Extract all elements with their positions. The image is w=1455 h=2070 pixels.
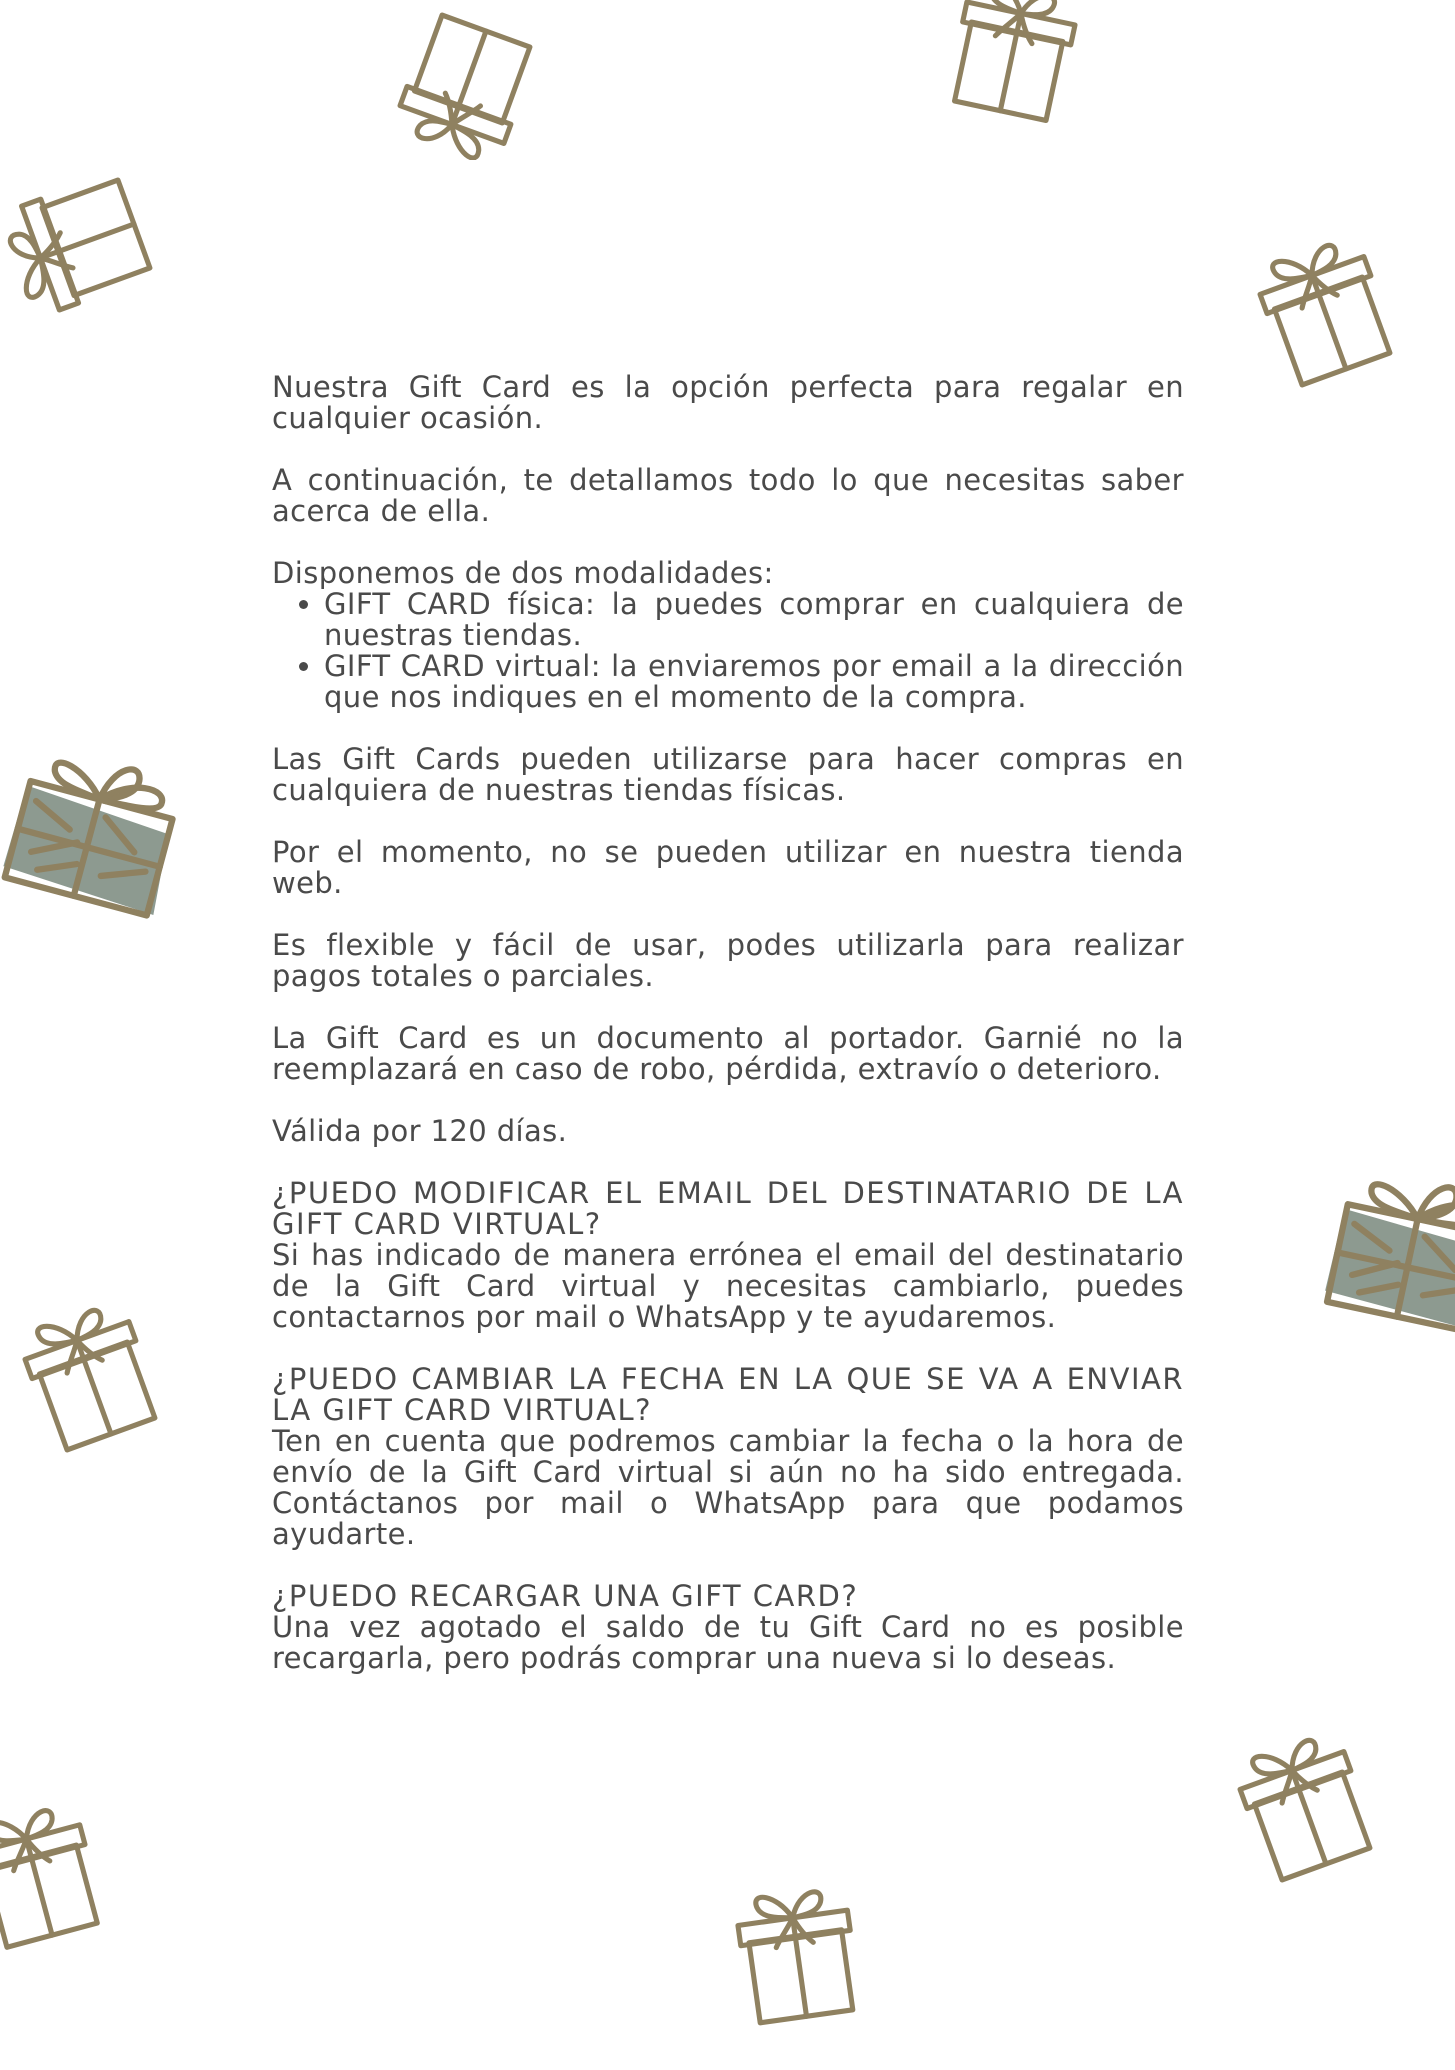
gift-card-info bbox=[272, 372, 1184, 1674]
faq-question: ¿PUEDO CAMBIAR LA FECHA EN LA QUE SE VA A ENVIAR LA GIFT CARD VIRTUAL? bbox=[272, 1362, 1184, 1427]
modalities-list bbox=[272, 589, 1184, 713]
faq-item bbox=[272, 1178, 1184, 1333]
faq-item bbox=[272, 1581, 1184, 1674]
bearer-paragraph: La Gift Card es un documento al portador. Garnié no la reemplazará en caso de robo, pérdida, extravío o deterioro. bbox=[272, 1021, 1184, 1086]
faq-answer: Si has indicado de manera errónea el email del destinatario de la Gift Card virtual y necesitas cambiarlo, puedes contactarnos por mail o WhatsApp y te ayudaremos. bbox=[272, 1238, 1184, 1334]
faq-answer: Una vez agotado el saldo de tu Gift Card no es posible recargarla, pero podrás comprar una nueva si lo deseas. bbox=[272, 1610, 1184, 1675]
gift-box-icon bbox=[1230, 225, 1430, 425]
modalities-intro: Disponemos de dos modalidades: bbox=[272, 556, 774, 590]
gift-box-icon bbox=[0, 710, 210, 960]
intro-paragraph: Nuestra Gift Card es la opción perfecta para regalar en cualquier ocasión. bbox=[272, 370, 1184, 435]
list-item: • GIFT CARD virtual: la enviaremos por email a la dirección que nos indiques en el momento de la compra. bbox=[324, 651, 1184, 713]
web-paragraph: Por el momento, no se pueden utilizar en nuestra tienda web. bbox=[272, 835, 1184, 900]
faq-answer: Ten en cuenta que podremos cambiar la fecha o la hora de envío de la Gift Card virtual si aún no ha sido entregada. Contáctanos por mail o WhatsApp para que podamos ayudarte. bbox=[272, 1424, 1184, 1551]
flexibility-paragraph: Es flexible y fácil de usar, podes utilizarla para realizar pagos totales o parciales. bbox=[272, 928, 1184, 993]
faq-question: ¿PUEDO MODIFICAR EL EMAIL DEL DESTINATARIO DE LA GIFT CARD VIRTUAL? bbox=[272, 1176, 1184, 1241]
validity-paragraph: Válida por 120 días. bbox=[272, 1114, 568, 1148]
gift-box-icon bbox=[370, 0, 570, 160]
details-paragraph: A continuación, te detallamos todo lo que necesitas saber acerca de ella. bbox=[272, 463, 1184, 528]
gift-box-icon bbox=[1290, 1130, 1455, 1380]
gift-box-icon bbox=[1210, 1720, 1410, 1920]
list-item: • GIFT CARD física: la puedes comprar en cualquiera de nuestras tiendas. bbox=[324, 589, 1184, 651]
gift-box-icon bbox=[0, 145, 190, 335]
gift-box-icon bbox=[700, 1870, 900, 2070]
faq-question: ¿PUEDO RECARGAR UNA GIFT CARD? bbox=[272, 1579, 859, 1613]
usage-paragraph: Las Gift Cards pueden utilizarse para hacer compras en cualquiera de nuestras tiendas físicas. bbox=[272, 742, 1184, 807]
gift-box-icon bbox=[0, 1790, 140, 1990]
gift-box-icon bbox=[0, 1290, 195, 1490]
faq-item bbox=[272, 1364, 1184, 1550]
gift-box-icon bbox=[910, 0, 1110, 155]
